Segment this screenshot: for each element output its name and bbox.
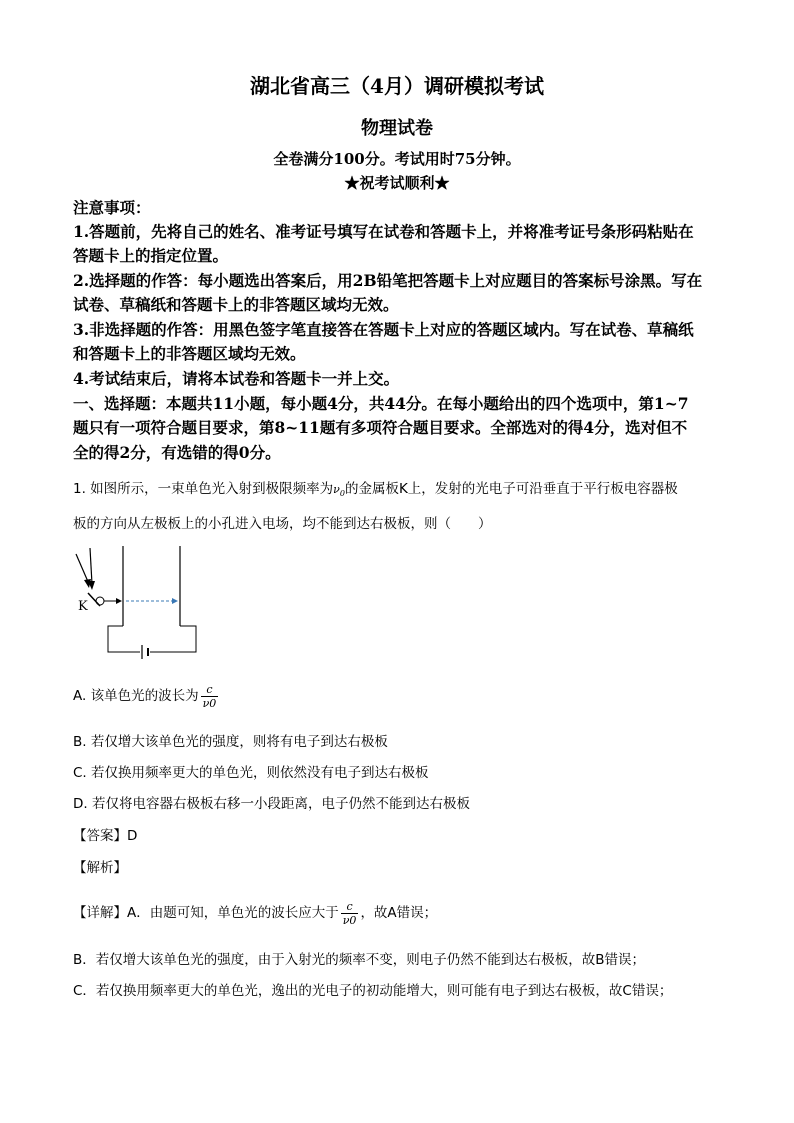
label-k: K: [78, 599, 88, 614]
option-a: [73, 680, 733, 712]
paper-subtitle: 物理试卷: [361, 118, 433, 139]
notice-item-1a: 1.答题前，先将自己的姓名、准考证号填写在试卷和答题卡上，并将准考证号条形码粘贴在: [73, 222, 694, 241]
answer-value: D: [127, 828, 138, 844]
detail-a-end: ，故A错误；: [360, 905, 438, 921]
nu-subscript: 0: [339, 489, 345, 499]
fraction-c-over-nu0: [201, 683, 219, 710]
detail-label: 【详解】: [73, 905, 127, 921]
nu0-symbol: [333, 483, 345, 499]
option-b: B. 若仅增大该单色光的强度，则将有电子到达右极板: [73, 734, 388, 750]
detail-fraction-numerator: c: [341, 900, 359, 914]
fraction-numerator: c: [201, 683, 219, 697]
notice-item-2a: 2.选择题的作答：每小题选出答案后，用2B铅笔把答题卡上对应题目的答案标号涂黑。写在: [73, 271, 703, 290]
detail-fraction-c-over-nu0: [341, 900, 359, 927]
detail-a-text: A．由题可知，单色光的波长应大于: [127, 905, 339, 921]
question-1-stem-line-1: [73, 479, 733, 504]
electron-emitter: [96, 597, 104, 605]
notice-item-1b: 答题卡上的指定位置。: [73, 246, 229, 265]
page-title: 湖北省高三（4月）调研模拟考试: [250, 74, 544, 98]
light-ray-2: [90, 548, 92, 584]
exam-info: 全卷满分100分。考试用时75分钟。: [273, 150, 521, 168]
detail-line-a: [73, 897, 733, 929]
light-ray-1: [76, 554, 89, 584]
good-luck-line: ★祝考试顺利★: [344, 174, 450, 192]
notice-item-3b: 和答题卡上的非答题区域均无效。: [73, 344, 306, 363]
entry-arrowhead: [116, 598, 122, 604]
circuit-wire-left: [108, 626, 140, 652]
notice-item-3a: 3.非选择题的作答：用黑色签字笔直接答在答题卡上对应的答题区域内。写在试卷、草稿纸: [73, 320, 694, 339]
answer-label: 【答案】: [73, 828, 127, 844]
question-1-stem-line-2: 板的方向从左极板上的小孔进入电场，均不能到达右极板，则（ ）: [73, 516, 492, 532]
circuit-wire-right: [150, 626, 196, 652]
option-a-text: A. 该单色光的波长为: [73, 688, 199, 704]
nu-letter: ν: [333, 483, 340, 496]
fraction-denominator: ν0: [202, 696, 217, 710]
notice-item-4: 4.考试结束后，请将本试卷和答题卡一并上交。: [73, 369, 400, 388]
analysis-label: 【解析】: [73, 860, 127, 876]
notice-item-2b: 试卷、草稿纸和答题卡上的非答题区域均无效。: [73, 295, 399, 314]
detail-line-c: C．若仅换用频率更大的单色光，逸出的光电子的初动能增大，则可能有电子到达右极板，故C错误；: [73, 983, 673, 999]
option-d: D. 若仅将电容器右极板右移一小段距离，电子仍然不能到达右极板: [73, 796, 470, 812]
answer-line: [73, 826, 733, 846]
section-instructions-line-2: 题只有一项符合题目要求，第8~11题有多项符合题目要求。全部选对的得4分，选对但不: [73, 418, 688, 437]
photoelectric-figure: [70, 540, 200, 660]
notice-heading: 注意事项：: [73, 198, 151, 217]
detail-fraction-denominator: ν0: [342, 913, 357, 927]
electron-path-arrowhead: [172, 598, 178, 604]
section-instructions-line-1: 一、选择题：本题共11小题，每小题4分，共44分。在每小题给出的四个选项中，第1~7: [73, 394, 689, 413]
stem-part-a: 1. 如图所示，一束单色光入射到极限频率为: [73, 481, 334, 497]
option-c: C. 若仅换用频率更大的单色光，则依然没有电子到达右极板: [73, 765, 429, 781]
section-instructions-line-3: 全的得2分，有选错的得0分。: [73, 443, 281, 462]
detail-line-b: B．若仅增大该单色光的强度，由于入射光的频率不变，则电子仍然不能到达右极板，故B错误；: [73, 952, 646, 968]
stem-part-b: 的金属板K上，发射的光电子可沿垂直于平行板电容器极: [344, 481, 678, 497]
